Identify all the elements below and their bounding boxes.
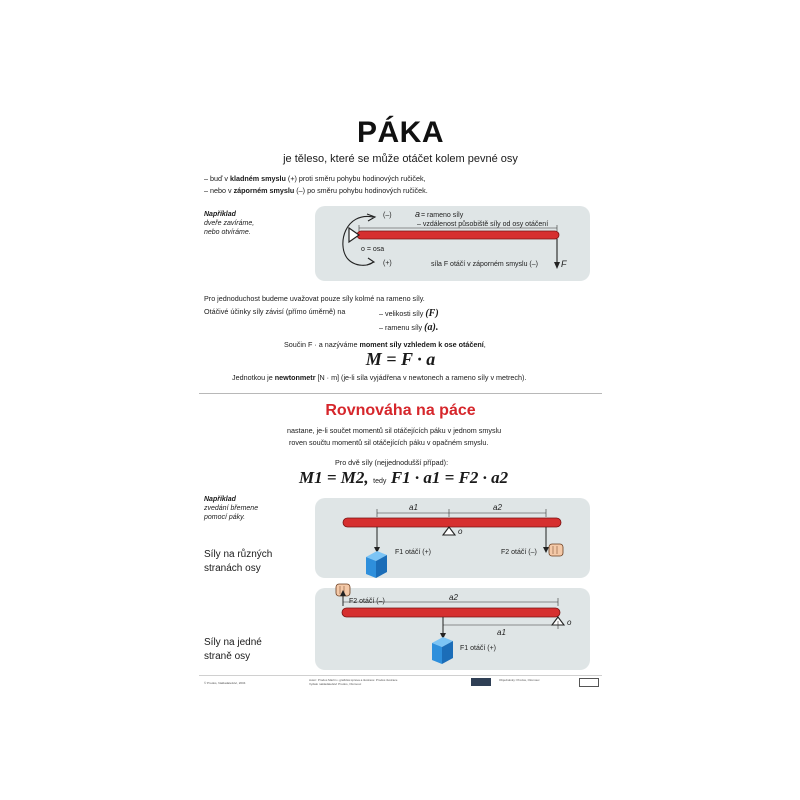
svg-text:a1: a1 <box>497 628 506 637</box>
moment-definition: Součin F · a nazýváme moment síly vzhledem k ose otáčení, <box>284 340 486 349</box>
footer-divider <box>199 675 602 676</box>
svg-text:a2: a2 <box>449 593 458 602</box>
example-lifting: Například zvedání břemene pomocí páky. <box>204 496 259 521</box>
svg-text:– vzdálenost působiště síly od: – vzdálenost působiště síly od osy otáčení <box>417 221 549 228</box>
case2-panel <box>315 588 590 670</box>
svg-text:o = osa: o = osa <box>361 246 385 253</box>
svg-text:F2 otáčí (–): F2 otáčí (–) <box>349 598 385 605</box>
footer-order: Objednávky: Prodos, Olomouc <box>499 678 540 682</box>
equilibrium-line2: roven součtu momentů sil otáčejících páku v opačném smyslu. <box>289 438 489 447</box>
page-title: PÁKA <box>356 116 444 149</box>
depends-item-force: – velikosti síly (F) <box>379 308 439 319</box>
example-heading: Například <box>204 496 236 503</box>
publisher-logo <box>471 678 491 686</box>
axis-support <box>349 228 359 242</box>
svg-text:F2 otáčí (–): F2 otáčí (–) <box>501 549 537 556</box>
footer-credits: Autor: Prodos Martin • grafická úprava a ilustrace: Prodos ilustrace Vydalo nakladatelství Prodos, Olomouc <box>309 678 398 687</box>
case2-label: Síly na jedné straně osy <box>204 637 262 662</box>
footer-copyright: © Prodos, Nakladatelství, 2004 <box>204 681 246 685</box>
svg-text:F1 otáčí (+): F1 otáčí (+) <box>395 549 431 556</box>
positive-sense-line: – buď v kladném smyslu (+) proti směru pohybu hodinových ručiček, <box>204 174 426 183</box>
section-divider <box>199 393 602 394</box>
svg-text:F: F <box>561 259 567 269</box>
lever-diagram-panel <box>315 206 590 281</box>
case1-label: Síly na různých stranách osy <box>204 549 273 574</box>
lever-bar <box>357 231 559 239</box>
equilibrium-title: Rovnováha na páce <box>325 402 476 419</box>
svg-text:o: o <box>567 618 572 627</box>
svg-text:o: o <box>458 527 463 536</box>
svg-text:(+): (+) <box>383 260 392 267</box>
case1-hand-icon <box>549 544 563 556</box>
depends-text: Otáčivé účinky síly závisí (přímo úměrně) na <box>204 307 346 316</box>
svg-text:a: a <box>415 209 421 219</box>
svg-text:F1 otáčí (+): F1 otáčí (+) <box>460 645 496 652</box>
case1-lever-bar <box>343 518 561 527</box>
unit-line: Jednotkou je newtonmetr [N · m] (je-li síla vyjádřena v newtonech a rameno síly v metrech). <box>232 373 527 382</box>
depends-item-arm: – ramenu síly (a). <box>379 322 439 333</box>
perpendicular-note: Pro jednoduchost budeme uvažovat pouze síly kolmé na rameno síly. <box>204 294 425 303</box>
case2-lever-bar <box>342 608 560 617</box>
case2-diagram <box>315 588 590 688</box>
svg-text:a2: a2 <box>493 503 502 512</box>
svg-text:a1: a1 <box>409 503 418 512</box>
lever-diagram <box>315 206 590 281</box>
example-heading: Například <box>204 211 236 218</box>
case1-fulcrum <box>443 527 455 535</box>
barcode-icon <box>579 678 599 687</box>
svg-text:(–): (–) <box>383 212 392 219</box>
svg-text:= rameno síly: = rameno síly <box>421 212 464 219</box>
case1-panel <box>315 498 590 578</box>
moment-formula: M = F · a <box>365 349 436 369</box>
example-door: Například dveře zavíráme, nebo otvíráme. <box>204 211 255 236</box>
equilibrium-formula: M1 = M2, tedy F1 · a1 = F2 · a2 <box>299 468 509 487</box>
poster <box>199 96 602 714</box>
page-subtitle: je těleso, které se může otáčet kolem pevné osy <box>283 153 518 165</box>
negative-sense-line: – nebo v záporném smyslu (–) po směru pohybu hodinových ručiček. <box>204 186 428 195</box>
equilibrium-line1: nastane, je-li součet momentů sil otáčejících páku v jednom smyslu <box>287 426 502 435</box>
svg-text:síla F otáčí v záporném smyslu: síla F otáčí v záporném smyslu (–) <box>431 261 538 268</box>
case1-diagram <box>315 498 590 598</box>
two-forces-note: Pro dvě síly (nejjednodušší případ): <box>335 458 449 467</box>
